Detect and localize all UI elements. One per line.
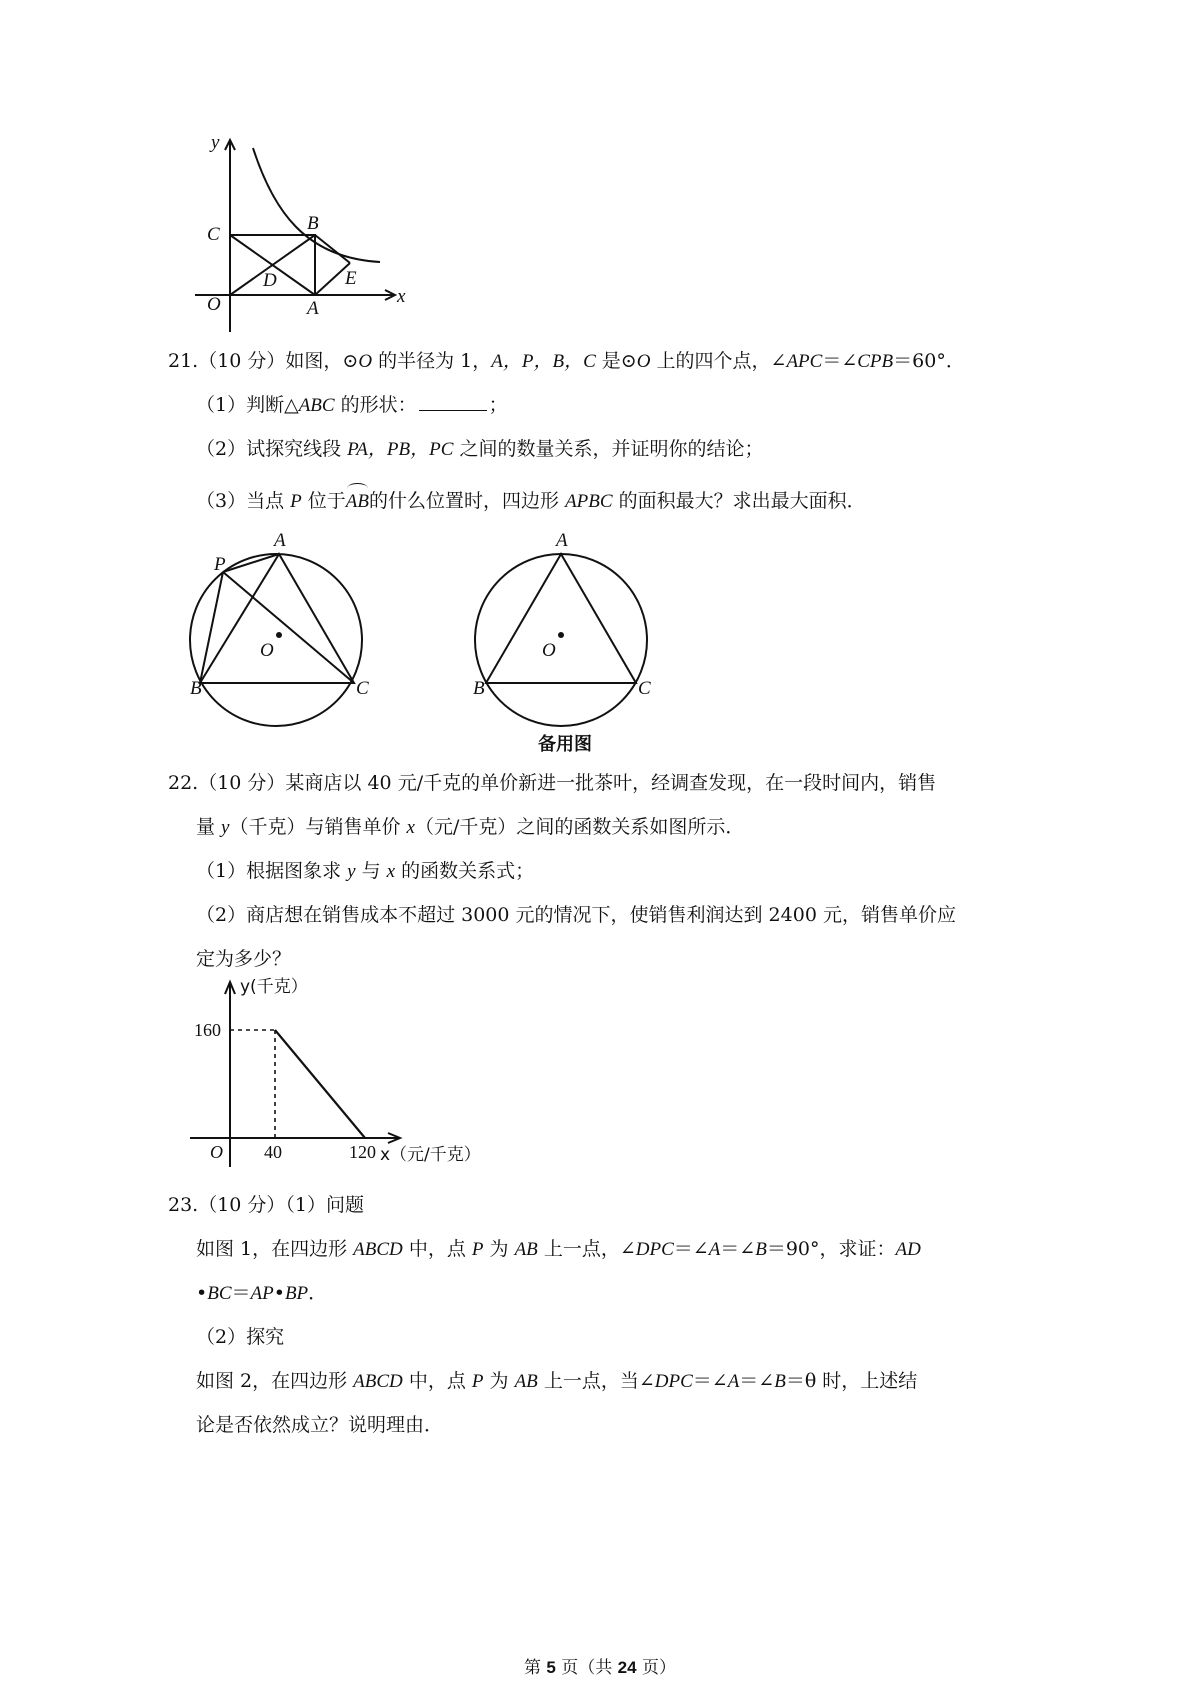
segment-PC — [223, 572, 354, 683]
figure-20 — [195, 130, 435, 350]
figure-21-main — [188, 528, 388, 728]
label-B: B — [307, 213, 319, 234]
x-tick-120: 120 — [349, 1142, 376, 1162]
label-O-backup: O — [542, 640, 556, 661]
q23-problem-line2: •BC＝AP•BP． — [196, 1282, 328, 1304]
q22-part2-cont: 定为多少？ — [196, 948, 292, 970]
center-dot-backup — [558, 632, 564, 638]
triangle-ABC-backup — [486, 554, 636, 683]
q23-explore-line1: 如图 2，在四边形 ABCD 中，点 P 为 AB 上一点，当∠DPC＝∠A＝∠B＝θ 时，上述结 — [196, 1370, 918, 1392]
q21-part3: （3）当点 P 位于AB的什么位置时，四边形 APBC 的面积最大？求出最大面积． — [196, 488, 866, 515]
label-E: E — [345, 268, 357, 289]
label-D: D — [263, 270, 277, 291]
q22-stem-line2: 量 y（千克）与销售单价 x（元/千克）之间的函数关系如图所示． — [196, 816, 745, 838]
center-dot — [276, 632, 282, 638]
label-B: B — [190, 678, 202, 699]
q23-part2-heading: （2）探究 — [196, 1326, 285, 1348]
label-C: C — [207, 224, 220, 245]
page-total: 24 — [617, 1658, 637, 1677]
hyperbola-curve — [253, 148, 380, 262]
chart-origin-label: O — [210, 1142, 223, 1162]
q21-stem: 21.（10 分）如图，⊙O 的半径为 1，A，P，B，C 是⊙O 上的四个点，∠APC＝∠CPB＝60°． — [168, 350, 965, 372]
q23-problem-line1: 如图 1，在四边形 ABCD 中，点 P 为 AB 上一点，∠DPC＝∠A＝∠B＝90°，求证：AD — [196, 1238, 921, 1260]
label-A: A — [274, 530, 286, 551]
page-number: 5 — [546, 1658, 556, 1677]
segment-BE — [315, 235, 350, 263]
circle-O-backup — [475, 554, 647, 726]
segment-PB — [200, 572, 223, 683]
figure-22-chart — [190, 972, 500, 1172]
q22-part2: （2）商店想在销售成本不超过 3000 元的情况下，使销售利润达到 2400 元，销售单价应 — [196, 904, 956, 926]
q23-explore-line2: 论是否依然成立？说明理由． — [196, 1414, 444, 1436]
label-O: O — [260, 640, 274, 661]
q23-stem: 23.（10 分）（1）问题 — [168, 1194, 365, 1216]
label-y: y — [211, 132, 220, 153]
q22-part1: （1）根据图象求 y 与 x 的函数关系式； — [196, 860, 535, 882]
circle-O — [190, 554, 362, 726]
label-C-backup: C — [638, 678, 651, 699]
chart-y-label: y(千克） — [240, 977, 308, 997]
label-A: A — [307, 298, 319, 319]
q21-part1: （1）判断△ABC 的形状： ； — [196, 394, 508, 416]
label-A-backup: A — [556, 530, 568, 551]
label-O: O — [207, 294, 221, 315]
x-tick-40: 40 — [264, 1142, 282, 1162]
y-tick-160: 160 — [194, 1020, 221, 1040]
arc-AB: AB — [346, 489, 369, 515]
chart-x-label: x（元/千克） — [380, 1145, 481, 1165]
figure-21-backup — [470, 528, 670, 758]
page-footer: 第 5 页（共 24 页） — [523, 1658, 676, 1678]
label-x: x — [397, 286, 406, 307]
q22-stem-line1: 22.（10 分）某商店以 40 元/千克的单价新进一批茶叶，经调查发现，在一段时间内，销售 — [168, 772, 937, 794]
figure-caption: 备用图 — [538, 734, 592, 755]
answer-blank[interactable] — [419, 392, 487, 411]
label-B-backup: B — [473, 678, 485, 699]
q21-part2: （2）试探究线段 PA，PB，PC 之间的数量关系，并证明你的结论； — [196, 438, 764, 460]
demand-line-segment — [275, 1030, 365, 1138]
label-P: P — [214, 554, 226, 575]
label-C: C — [356, 678, 369, 699]
